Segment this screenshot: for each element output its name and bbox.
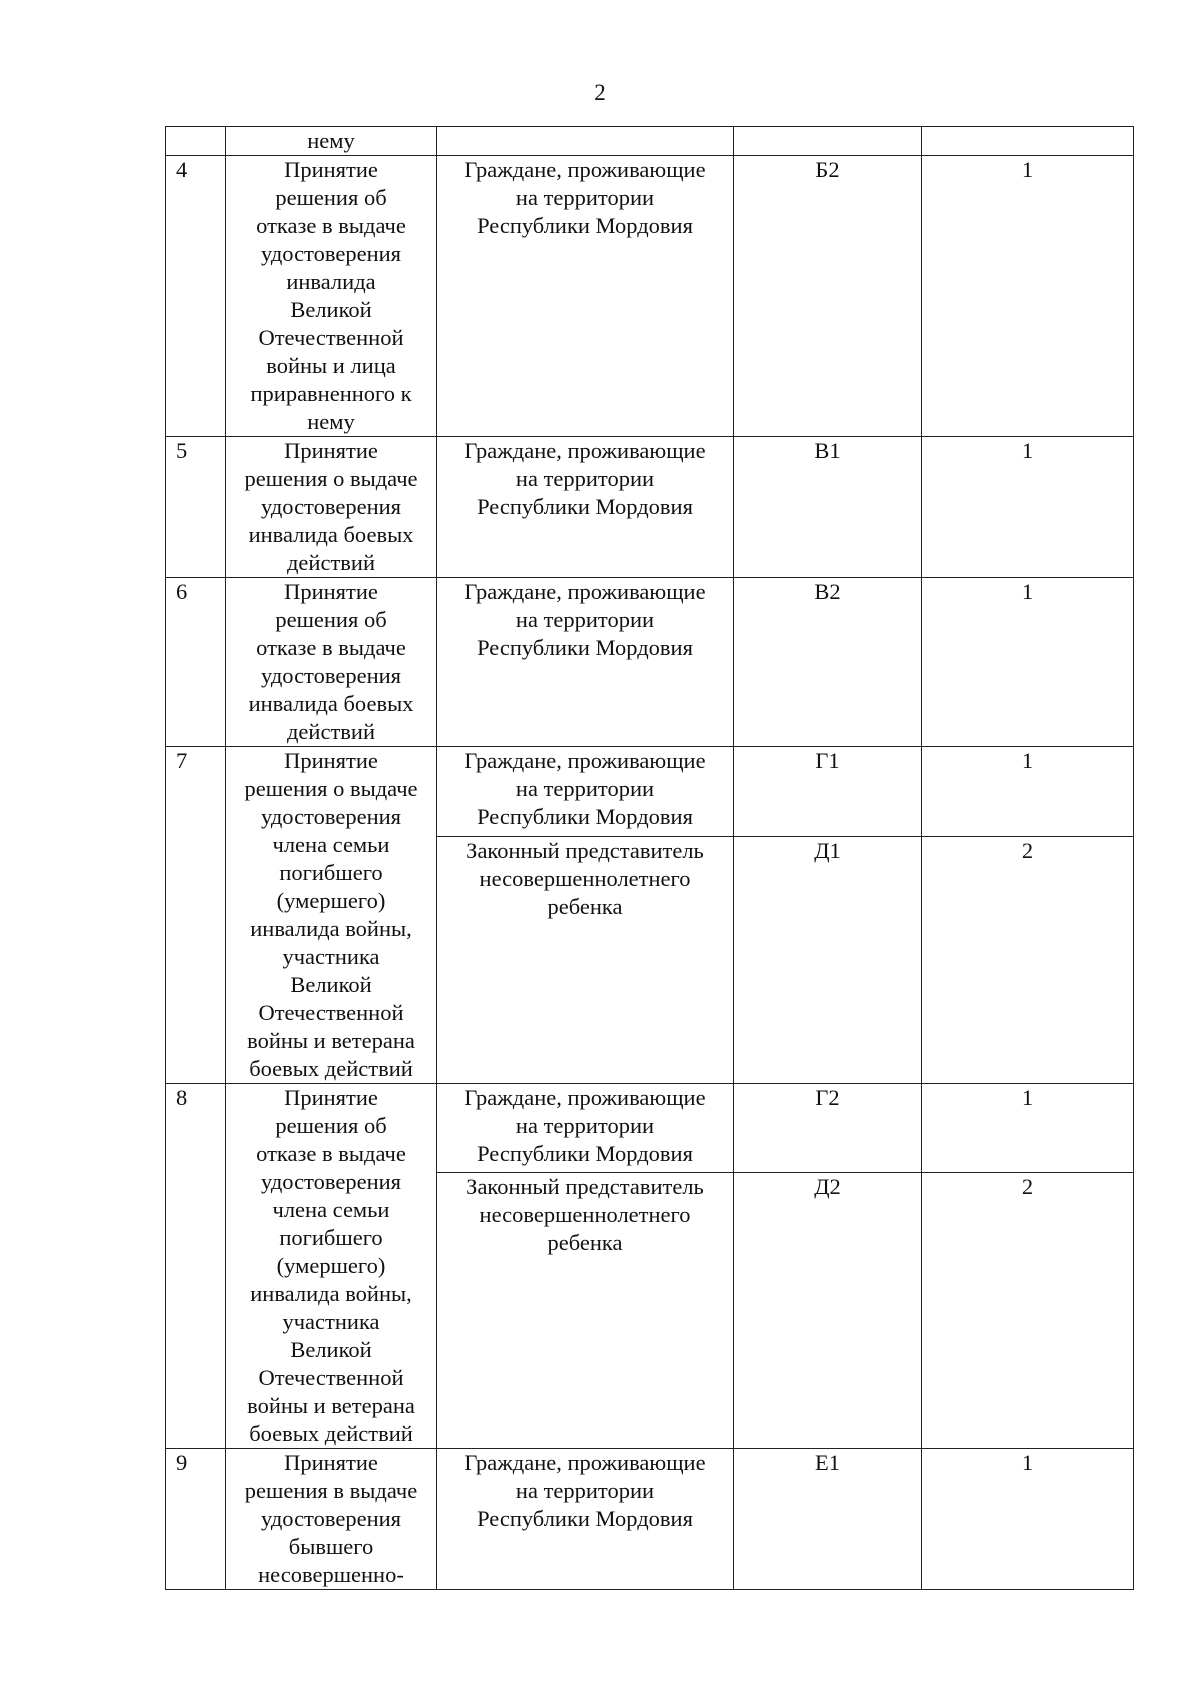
variant-code-cell: Г1 (734, 747, 922, 837)
row-number-cell (166, 127, 226, 156)
row-number-cell: 8 (166, 1084, 226, 1449)
row-number-cell: 7 (166, 747, 226, 1084)
applicant-category-cell: Граждане, проживающие на территории Республики Мордовия (437, 437, 734, 578)
applicant-category-cell: Законный представитель несовершеннолетнего ребенка (437, 1173, 734, 1449)
applicant-category-cell: Граждане, проживающие на территории Республики Мордовия (437, 156, 734, 437)
table-row (166, 437, 1134, 578)
service-name-cell: нему (226, 127, 437, 156)
count-cell: 1 (922, 1449, 1134, 1590)
variant-code-cell: Д1 (734, 836, 922, 1083)
applicant-category-cell: Граждане, проживающие на территории Республики Мордовия (437, 1449, 734, 1590)
table-row (166, 578, 1134, 747)
service-name-cell: Принятие решения об отказе в выдаче удостоверения инвалида Великой Отечественной войны и лица приравненного к нему (226, 156, 437, 437)
variant-code-cell: Е1 (734, 1449, 922, 1590)
applicant-category-cell: Законный представитель несовершеннолетнего ребенка (437, 836, 734, 1083)
variant-code-cell: В2 (734, 578, 922, 747)
applicant-category-cell: Граждане, проживающие на территории Республики Мордовия (437, 747, 734, 837)
applicant-category-cell (437, 127, 734, 156)
service-name-cell: Принятие решения о выдаче удостоверения инвалида боевых действий (226, 437, 437, 578)
count-cell (922, 127, 1134, 156)
service-name-cell: Принятие решения об отказе в выдаче удостоверения члена семьи погибшего (умершего) инвалида войны, участника Великой Отечественной войны и ветерана боевых действий (226, 1084, 437, 1449)
count-cell: 1 (922, 747, 1134, 837)
count-cell: 1 (922, 578, 1134, 747)
count-cell: 1 (922, 437, 1134, 578)
service-name-cell: Принятие решения об отказе в выдаче удостоверения инвалида боевых действий (226, 578, 437, 747)
row-number-cell: 6 (166, 578, 226, 747)
variant-code-cell (734, 127, 922, 156)
count-cell: 2 (922, 1173, 1134, 1449)
variant-code-cell: Г2 (734, 1084, 922, 1173)
service-name-cell: Принятие решения в выдаче удостоверения бывшего несовершенно- (226, 1449, 437, 1590)
table-row (166, 156, 1134, 437)
table-body (166, 127, 1134, 1590)
table-row (166, 1449, 1134, 1590)
page-number: 2 (594, 80, 606, 105)
row-number-cell: 5 (166, 437, 226, 578)
count-cell: 1 (922, 1084, 1134, 1173)
table-row (166, 127, 1134, 156)
variant-code-cell: В1 (734, 437, 922, 578)
variant-code-cell: Б2 (734, 156, 922, 437)
row-number-cell: 9 (166, 1449, 226, 1590)
services-table (165, 126, 1134, 1590)
row-number-cell: 4 (166, 156, 226, 437)
variant-code-cell: Д2 (734, 1173, 922, 1449)
count-cell: 1 (922, 156, 1134, 437)
applicant-category-cell: Граждане, проживающие на территории Республики Мордовия (437, 1084, 734, 1173)
table-row (166, 747, 1134, 837)
applicant-category-cell: Граждане, проживающие на территории Республики Мордовия (437, 578, 734, 747)
count-cell: 2 (922, 836, 1134, 1083)
service-name-cell: Принятие решения о выдаче удостоверения члена семьи погибшего (умершего) инвалида войны, участника Великой Отечественной войны и ветерана боевых действий (226, 747, 437, 1084)
table-row (166, 1084, 1134, 1173)
